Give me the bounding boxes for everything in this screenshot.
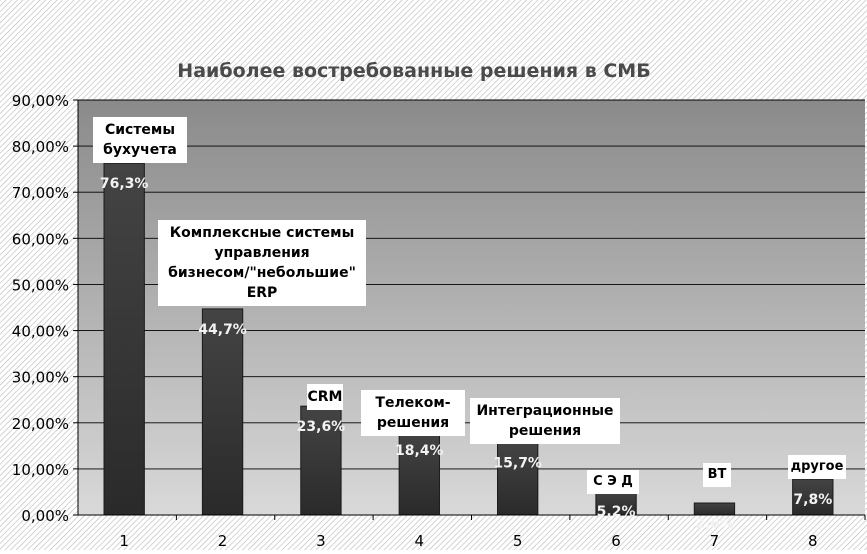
data-label: 5,2%: [596, 504, 636, 521]
annotation-text: другое: [790, 459, 844, 474]
bar: [202, 309, 242, 515]
y-tick-label: 0,00%: [21, 507, 69, 525]
annotation-text: С Э Д: [593, 474, 633, 489]
annotation-text: бизнесом/"небольшие": [168, 265, 356, 281]
x-tick-label: 5: [512, 532, 523, 550]
chart-title: Наиболее востребованные решения в СМБ: [177, 60, 651, 82]
y-tick-label: 80,00%: [11, 138, 69, 157]
data-label: 23,6%: [296, 419, 346, 436]
y-tick-label: 30,00%: [11, 368, 69, 387]
annotation-text: управления: [214, 245, 310, 261]
bar: [104, 163, 144, 515]
data-label: 15,7%: [493, 455, 542, 472]
x-tick-label: 4: [414, 532, 425, 550]
x-tick-label: 3: [316, 532, 326, 550]
x-tick-label: 2: [217, 532, 228, 550]
annotation-text: CRM: [307, 389, 343, 405]
annotation-text: решения: [508, 423, 582, 439]
x-tick-label: 7: [709, 532, 720, 550]
data-label: 2,6%: [695, 516, 734, 533]
y-tick-label: 60,00%: [11, 230, 69, 249]
y-tick-label: 50,00%: [11, 276, 69, 295]
annotation-text: ERP: [246, 285, 278, 301]
annotation-text: решения: [376, 415, 450, 431]
y-tick-label: 20,00%: [11, 414, 69, 433]
annotation-text: Комплексные системы: [169, 225, 355, 241]
annotation-text: бухучета: [103, 142, 177, 158]
bar: [498, 443, 538, 515]
data-label: 18,4%: [395, 443, 444, 460]
y-tick-label: 10,00%: [11, 460, 69, 479]
annotation-text: Системы: [104, 122, 176, 138]
data-label: 44,7%: [198, 321, 247, 338]
bar: [694, 503, 734, 515]
annotation-text: Телеком-: [375, 395, 451, 411]
y-tick-label: 40,00%: [11, 322, 69, 341]
x-tick-label: 1: [119, 532, 129, 550]
annotation-text: ВТ: [707, 467, 727, 482]
data-label: 76,3%: [99, 176, 149, 193]
annotation-text: Интеграционные: [476, 403, 614, 419]
y-tick-label: 70,00%: [11, 184, 69, 203]
x-tick-label: 6: [611, 532, 621, 550]
x-tick-label: 8: [808, 532, 818, 550]
data-label: 7,8%: [793, 492, 833, 509]
plot-area: [78, 100, 865, 515]
y-tick-label: 90,00%: [11, 92, 69, 110]
